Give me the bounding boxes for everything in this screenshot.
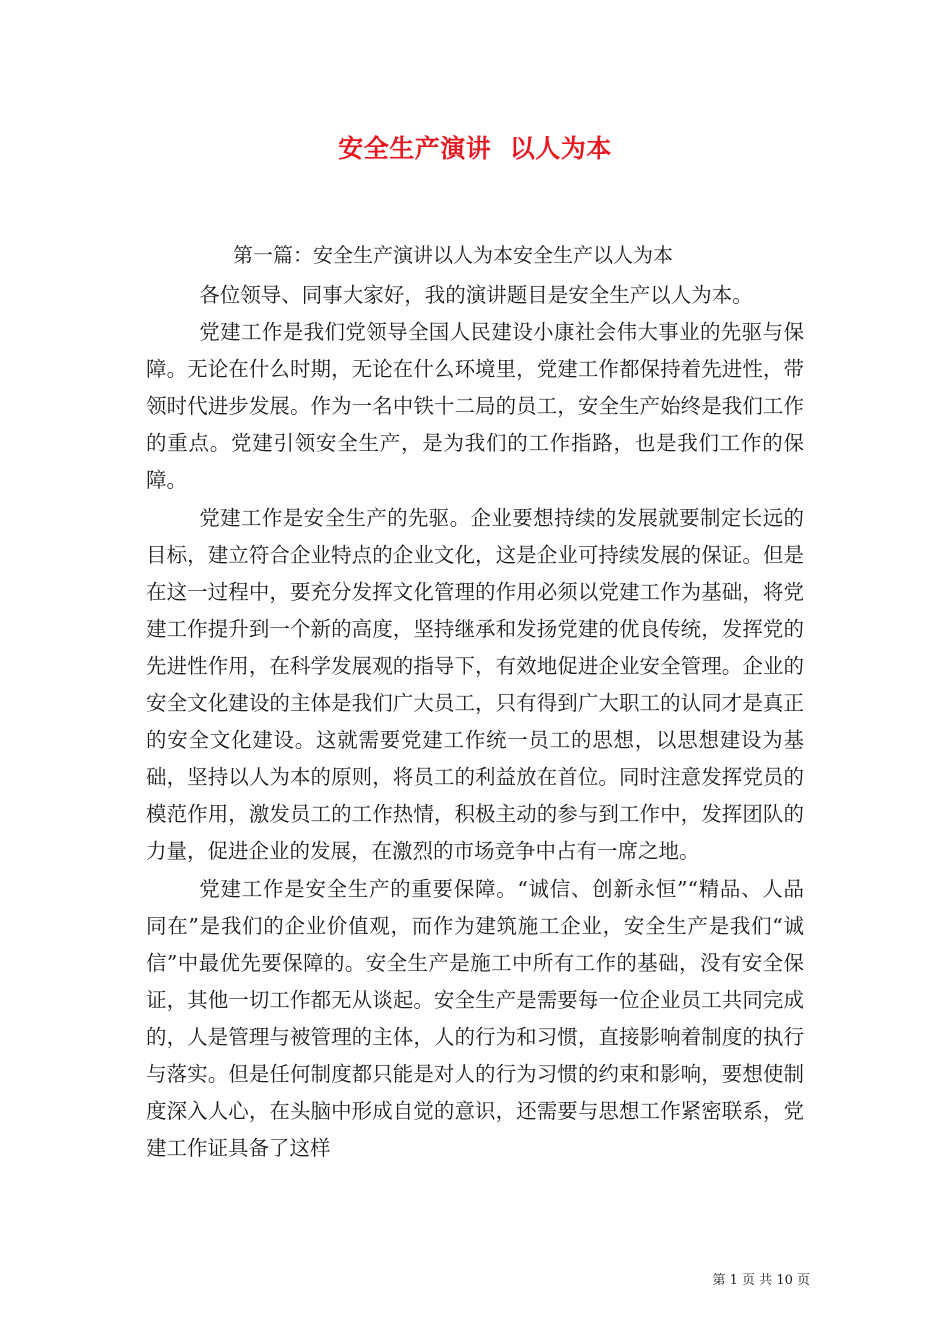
paragraph-greeting: 各位领导、同事大家好，我的演讲题目是安全生产以人为本。 (199, 283, 753, 307)
page-title: 安全生产演讲 以人为本 (338, 134, 612, 163)
section-heading: 第一篇：安全生产演讲以人为本安全生产以人为本 (233, 243, 673, 267)
paragraph-guarantee: 党建工作是安全生产的重要保障。“诚信、创新永恒”“精品、人品同在”是我们的企业价值观，而作为建筑施工企业，安全生产是我们“诚信”中最优先要保障的。安全生产是施工中所有工作的基础，没有安全保证，其他一切工作都无从谈起。安全生产是需要每一位企业员工共同完成的，人是管理与被管理的主体，人的行为和习惯，直接影响着制度的执行与落实。但是任何制度都只能是对人的行为习惯的约束和影响，要想使制度深入人心，在头脑中形成自觉的意识，还需要与思想工作紧密联系，党建工作证具备了这样 (146, 876, 804, 1161)
body-text (146, 277, 804, 1167)
paragraph-intro: 党建工作是我们党领导全国人民建设小康社会伟大事业的先驱与保障。无论在什么时期，无论在什么环境里，党建工作都保持着先进性，带领时代进步发展。作为一名中铁十二局的员工，安全生产始终是我们工作的重点。党建引领安全生产，是为我们的工作指路，也是我们工作的保障。 (146, 320, 804, 493)
paragraph-pioneer: 党建工作是安全生产的先驱。企业要想持续的发展就要制定长远的目标，建立符合企业特点的企业文化，这是企业可持续发展的保证。但是在这一过程中，要充分发挥文化管理的作用必须以党建工作为基础，将党建工作提升到一个新的高度，坚持继承和发扬党建的优良传统，发挥党的先进性作用，在科学发展观的指导下，有效地促进企业安全管理。企业的安全文化建设的主体是我们广大员工，只有得到广大职工的认同才是真正的安全文化建设。这就需要党建工作统一员工的思想，以思想建设为基础，坚持以人为本的原则，将员工的利益放在首位。同时注意发挥党员的模范作用，激发员工的工作热情，积极主动的参与到工作中，发挥团队的力量，促进企业的发展，在激烈的市场竞争中占有一席之地。 (146, 505, 804, 864)
page-number: 第 1 页 共 10 页 (712, 1273, 810, 1288)
